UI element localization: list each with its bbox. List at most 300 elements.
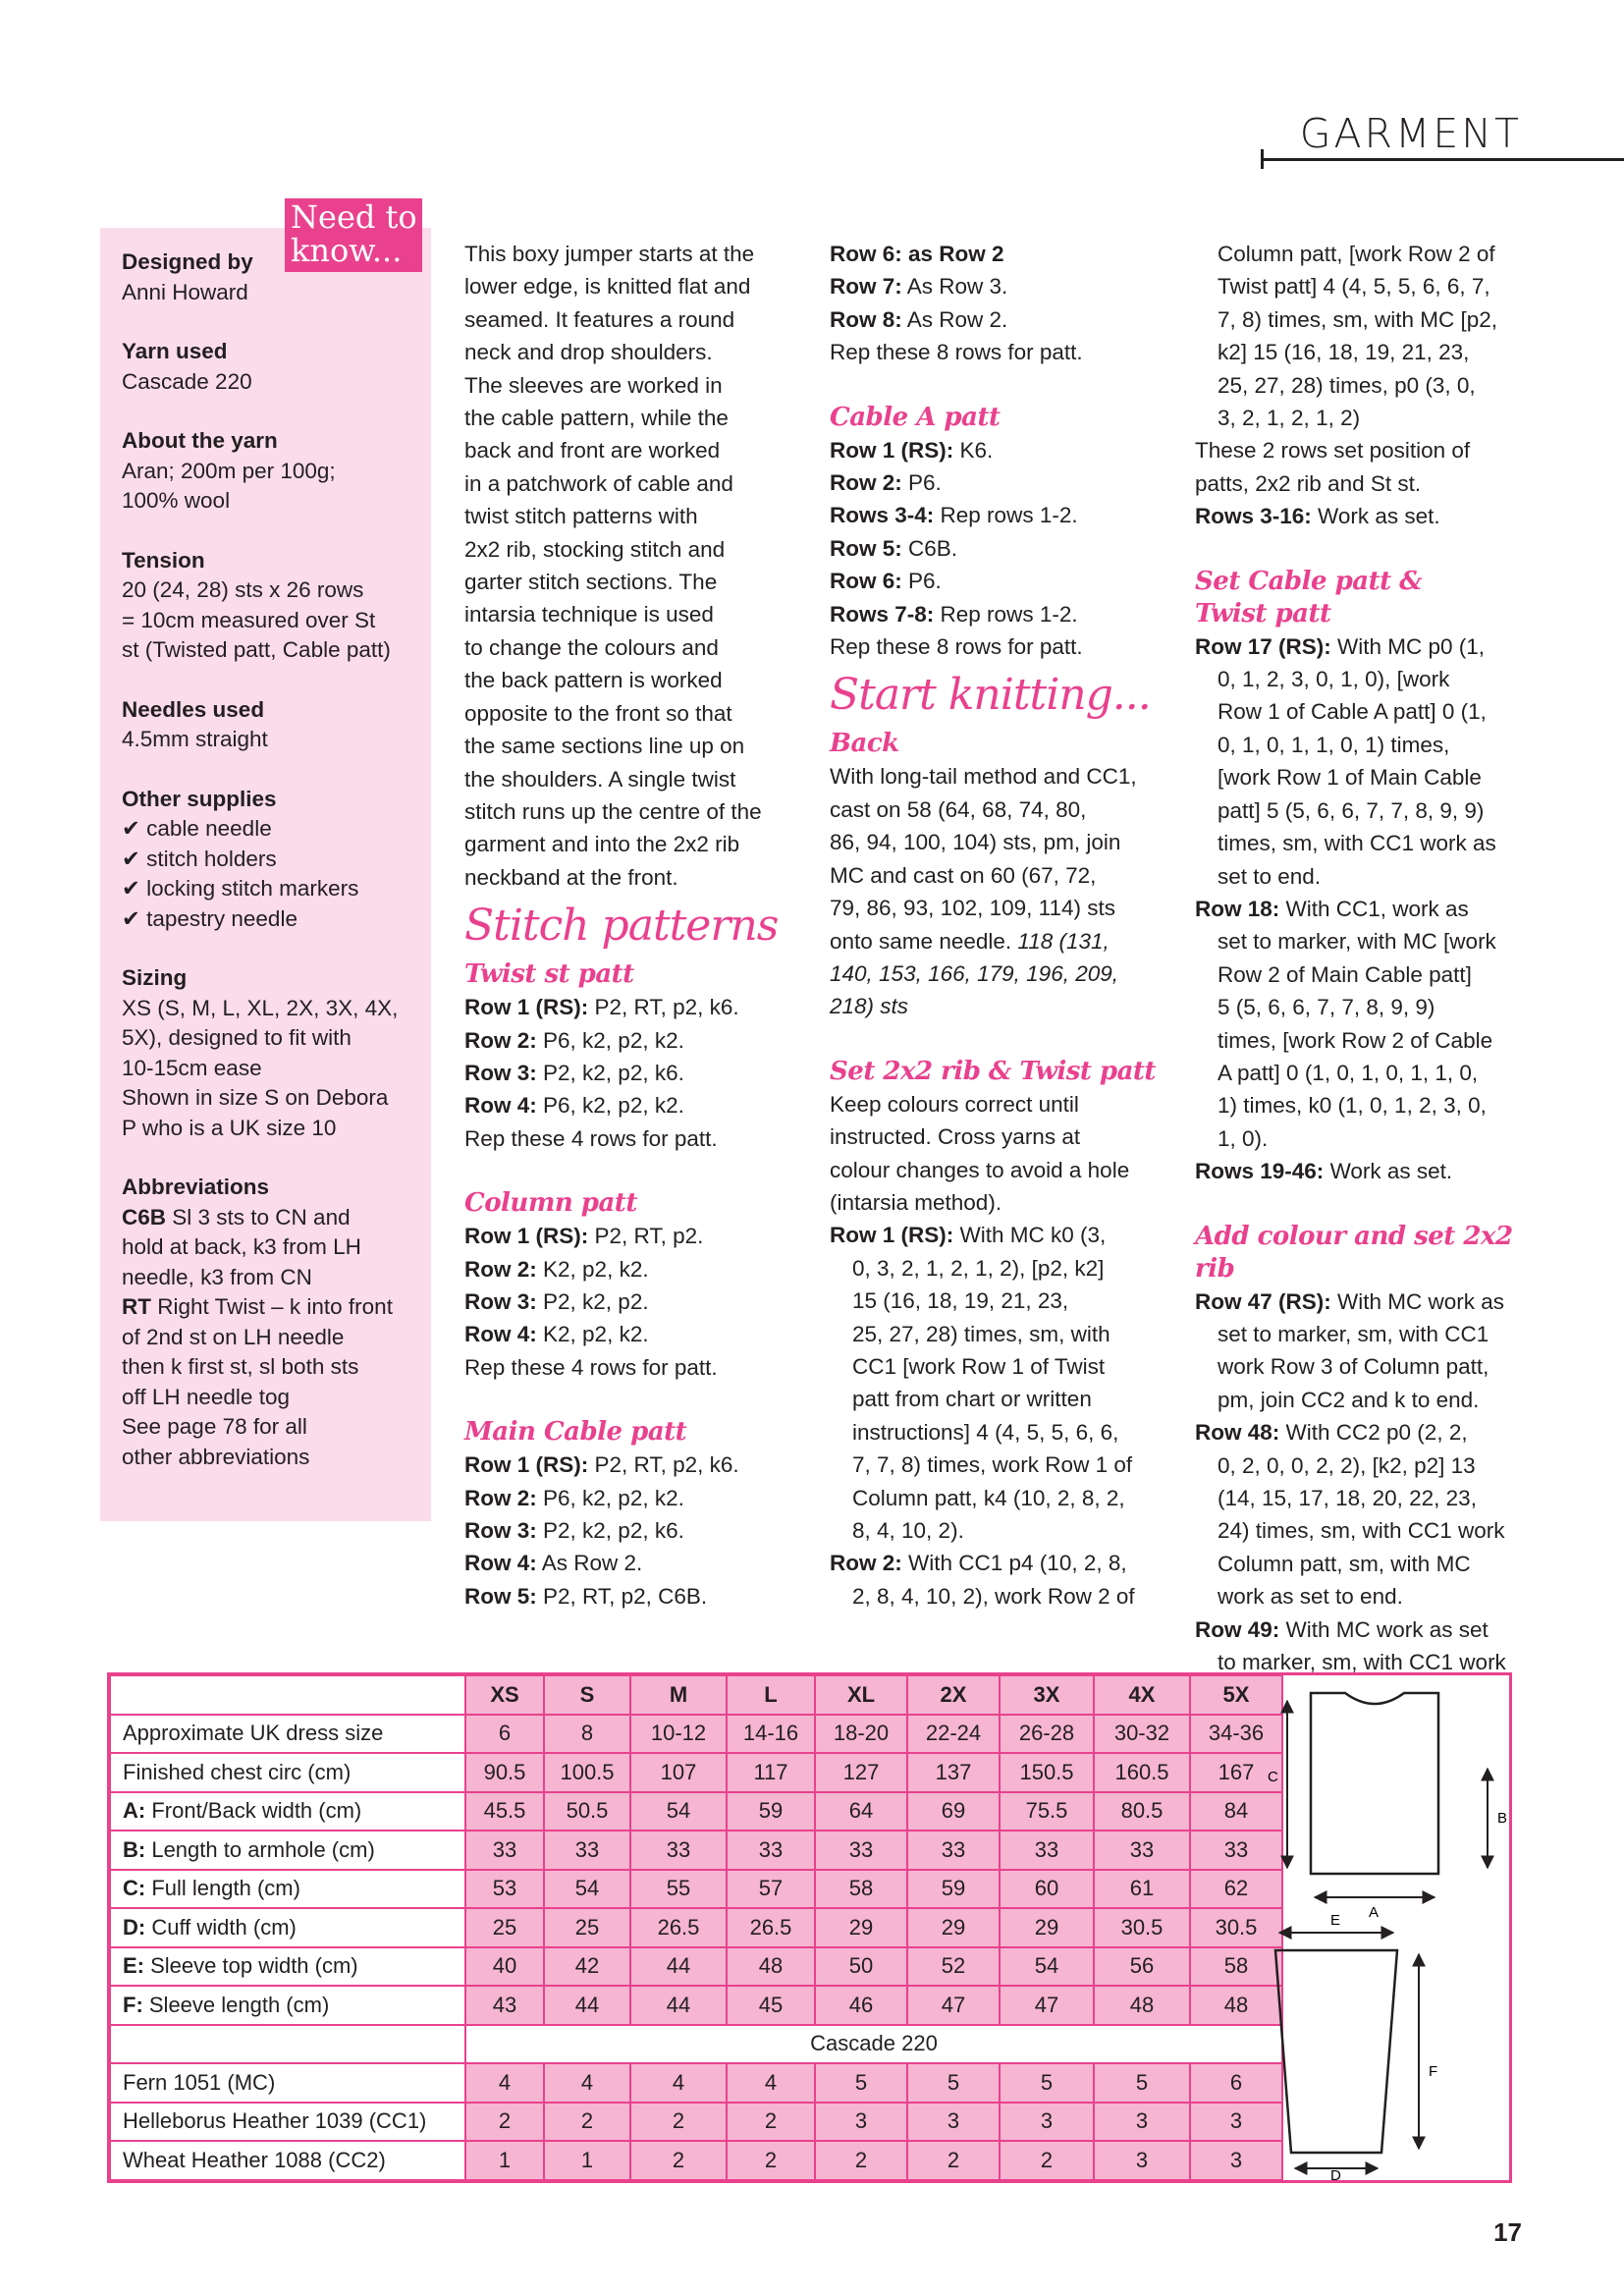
row-17-instruction xyxy=(1195,630,1534,893)
measurement-value: 48 xyxy=(1190,1986,1282,2025)
instruction-line: 1) times, k0 (1, 0, 1, 2, 3, 0, xyxy=(1218,1093,1487,1119)
yarn-skein-count: 2 xyxy=(727,2141,815,2180)
row-label: Row 2: xyxy=(464,1256,537,1282)
needles-value: 4.5mm straight xyxy=(122,727,268,751)
pattern-row xyxy=(464,1449,798,1481)
instruction-line: 25, 27, 28) times, sm, with xyxy=(852,1321,1110,1346)
back-line: 79, 86, 93, 102, 109, 114) sts xyxy=(830,896,1116,921)
supplies-block xyxy=(122,785,426,935)
abbr-line: of 2nd st on LH needle xyxy=(122,1324,345,1349)
row-label: Row 1 (RS): xyxy=(464,995,589,1020)
measurement-value: 64 xyxy=(815,1792,907,1831)
row-label: Row 3: xyxy=(464,1060,537,1085)
abbr-line: hold at back, k3 from LH xyxy=(122,1234,361,1259)
yarn-skein-count: 5 xyxy=(1094,2063,1190,2103)
cable-a-rows xyxy=(830,434,1164,630)
column-cable-back xyxy=(830,238,1164,1613)
column-patt-repeat: Rep these 4 rows for patt. xyxy=(464,1354,718,1380)
measurement-value: 40 xyxy=(465,1947,544,1987)
measurement-value: 43 xyxy=(465,1986,544,2025)
instruction-line: times, sm, with CC1 work as xyxy=(1218,831,1496,856)
supply-item: ✔ locking stitch markers xyxy=(122,876,359,901)
size-header-cell: S xyxy=(544,1675,630,1715)
size-header-row xyxy=(110,1675,1282,1715)
instruction-line: patt from chart or written xyxy=(852,1387,1092,1412)
measurement-row xyxy=(110,1831,1282,1870)
instruction-line: (14, 15, 17, 18, 20, 22, 23, xyxy=(1218,1486,1477,1510)
measurement-value: 26.5 xyxy=(630,1908,727,1947)
row-text: Rep rows 1-2. xyxy=(934,503,1078,528)
row-label: Rows 3-16: xyxy=(1195,504,1312,529)
pattern-row xyxy=(830,434,1164,466)
row-label: Row 4: xyxy=(464,1093,537,1119)
yarn-skein-count: 2 xyxy=(727,2103,815,2142)
section-title: GARMENT xyxy=(1299,110,1522,157)
measurement-value: 59 xyxy=(727,1792,815,1831)
about-yarn-block xyxy=(122,426,426,517)
instruction-line xyxy=(1195,630,1534,663)
measurement-value: 33 xyxy=(630,1831,727,1870)
measurement-code: E: xyxy=(123,1953,144,1979)
measurement-row xyxy=(110,1870,1282,1909)
rib-line: (intarsia method). xyxy=(830,1189,1002,1215)
measurement-label xyxy=(110,1947,465,1987)
back-line: MC and cast on 60 (67, 72, xyxy=(830,862,1097,888)
yarn-skein-count: 4 xyxy=(544,2063,630,2103)
yarn-colour-label: Wheat Heather 1088 (CC2) xyxy=(110,2141,465,2180)
measurement-value: 90.5 xyxy=(465,1753,544,1792)
measurement-value: 57 xyxy=(727,1870,815,1909)
garment-schematic xyxy=(1252,1675,1509,2182)
set-note: patts, 2x2 rib and St st. xyxy=(1195,470,1422,496)
abbr-line: other abbreviations xyxy=(122,1444,310,1469)
row-label: Row 2: xyxy=(464,1027,537,1053)
row-label: Row 17 (RS): xyxy=(1195,633,1331,659)
needles-block xyxy=(122,695,426,755)
measurement-value: 44 xyxy=(544,1986,630,2025)
row-2-continuation xyxy=(1195,238,1534,434)
yarn-row xyxy=(110,2063,1282,2103)
pattern-row xyxy=(830,532,1164,565)
instruction-line: set to end. xyxy=(1218,863,1322,889)
pattern-row xyxy=(464,1580,798,1613)
measurement-label xyxy=(110,1870,465,1909)
measurement-row xyxy=(110,1947,1282,1987)
measurement-value: 61 xyxy=(1094,1870,1190,1909)
measurement-code: A: xyxy=(123,1798,146,1824)
row-text: Rep rows 1-2. xyxy=(934,601,1078,627)
measurement-value: 47 xyxy=(907,1986,1000,2025)
instruction-line: work as set to end. xyxy=(1218,1584,1403,1610)
measurement-value: 62 xyxy=(1190,1870,1282,1909)
intro-line: opposite to the front so that xyxy=(464,700,732,726)
pattern-row xyxy=(830,466,1164,499)
abbr-line: needle, k3 from CN xyxy=(122,1264,312,1289)
tension-line: 20 (24, 28) sts x 26 rows xyxy=(122,577,364,602)
instruction-line xyxy=(1195,1613,1534,1646)
abbreviations-block xyxy=(122,1173,426,1472)
measurement-label xyxy=(110,1792,465,1831)
label-f: F xyxy=(1429,2063,1438,2080)
row-text: K2, p2, k2. xyxy=(536,1322,649,1347)
measurement-label xyxy=(110,1986,465,2025)
intro-paragraph xyxy=(464,238,798,894)
yarn-skein-count: 5 xyxy=(1000,2063,1094,2103)
row-label: Row 4: xyxy=(464,1322,537,1347)
rib-line: colour changes to avoid a hole xyxy=(830,1157,1130,1182)
instruction-line: [work Row 1 of Main Cable xyxy=(1218,765,1482,791)
instruction-line: Row 1 of Cable A patt] 0 (1, xyxy=(1218,699,1487,725)
measurement-name: Approximate UK dress size xyxy=(123,1721,384,1746)
row-text: With CC1, work as xyxy=(1279,896,1469,921)
back-line xyxy=(830,925,1164,957)
rib-line: instructed. Cross yarns at xyxy=(830,1124,1081,1150)
tension-block xyxy=(122,546,426,666)
row-text: Work as set. xyxy=(1324,1159,1453,1184)
measurement-value: 30-32 xyxy=(1094,1715,1190,1754)
row-label: Row 4: xyxy=(464,1551,537,1576)
measurement-value: 44 xyxy=(630,1986,727,2025)
row-label: Row 5: xyxy=(830,535,902,561)
abbr-text: Sl 3 sts to CN and xyxy=(166,1204,351,1230)
pattern-row xyxy=(464,1253,798,1285)
instruction-line: instructions] 4 (4, 5, 5, 6, 6, xyxy=(852,1419,1119,1445)
about-yarn-line: 100% wool xyxy=(122,488,231,513)
intro-line: neckband at the front. xyxy=(464,864,678,890)
measurement-value: 58 xyxy=(815,1870,907,1909)
yarn-skein-count: 3 xyxy=(1190,2103,1282,2142)
measurement-value: 42 xyxy=(544,1947,630,1987)
yarn-colour-label: Helleborus Heather 1039 (CC1) xyxy=(110,2103,465,2142)
instruction-line: 1, 0). xyxy=(1218,1125,1269,1151)
measurement-value: 45 xyxy=(727,1986,815,2025)
header-corner xyxy=(110,1675,465,1715)
yarn-row xyxy=(110,2141,1282,2180)
need-to-know-tag: Need to know... xyxy=(285,198,422,272)
yarn-skein-count: 2 xyxy=(1000,2141,1094,2180)
stitch-count: 140, 153, 166, 179, 196, 209, xyxy=(830,960,1119,986)
intro-line: the cable pattern, while the xyxy=(464,406,729,431)
start-knitting-heading: Start knitting... xyxy=(830,670,1151,721)
tension-label: Tension xyxy=(122,547,205,573)
pattern-row xyxy=(830,238,1164,270)
sizing-line: P who is a UK size 10 xyxy=(122,1115,337,1140)
pattern-row xyxy=(464,1089,798,1121)
pattern-row xyxy=(830,565,1164,597)
row-label: Row 6: as Row 2 xyxy=(830,242,1004,266)
instruction-line: to marker, sm, with CC1 work xyxy=(1218,1650,1506,1675)
yarn-skein-count: 5 xyxy=(815,2063,907,2103)
measurement-value: 100.5 xyxy=(544,1753,630,1792)
instruction-line xyxy=(1195,893,1534,925)
yarn-name: Cascade 220 xyxy=(122,368,252,394)
row-text: P6, k2, p2, k2. xyxy=(536,1093,684,1119)
instruction-line: k2] 15 (16, 18, 19, 21, 23, xyxy=(1218,340,1470,365)
spacer xyxy=(1195,533,1534,566)
yarn-skein-count: 4 xyxy=(727,2063,815,2103)
row-text: P2, k2, p2, k6. xyxy=(536,1518,684,1543)
size-header-cell: XS xyxy=(465,1675,544,1715)
intro-line: seamed. It features a round xyxy=(464,306,735,332)
measurement-value: 59 xyxy=(907,1870,1000,1909)
measurement-value: 29 xyxy=(815,1908,907,1947)
rows-19-46 xyxy=(1195,1155,1534,1187)
twist-patt-repeat: Rep these 4 rows for patt. xyxy=(464,1125,718,1151)
measurement-value: 29 xyxy=(1000,1908,1094,1947)
instruction-line: work Row 3 of Column patt, xyxy=(1218,1354,1489,1380)
back-line: With long-tail method and CC1, xyxy=(830,764,1137,790)
measurement-value: 167 xyxy=(1190,1753,1282,1792)
measurement-value: 18-20 xyxy=(815,1715,907,1754)
size-header-cell: L xyxy=(727,1675,815,1715)
intro-line: back and front are worked xyxy=(464,438,721,464)
yarn-skein-count: 3 xyxy=(1094,2141,1190,2180)
row-label: Row 3: xyxy=(464,1288,537,1314)
spacer xyxy=(464,1155,798,1187)
row-text: With MC p0 (1, xyxy=(1330,633,1486,659)
abbr-line: then k first st, sl both sts xyxy=(122,1354,359,1379)
back-lines xyxy=(830,760,1164,924)
row-text: P2, k2, p2. xyxy=(536,1288,649,1314)
row-text: P6, k2, p2, k2. xyxy=(536,1485,684,1510)
row-18-instruction xyxy=(1195,893,1534,1155)
row-text: As Row 2. xyxy=(536,1551,643,1576)
measurement-value: 160.5 xyxy=(1094,1753,1190,1792)
row-text: With MC k0 (3, xyxy=(953,1223,1107,1248)
label-b: B xyxy=(1497,1810,1508,1827)
measurement-value: 107 xyxy=(630,1753,727,1792)
header-rule xyxy=(1261,158,1624,161)
row-label: Row 6: xyxy=(830,569,902,594)
measurement-name: Cuff width (cm) xyxy=(145,1914,297,1940)
row-text: With CC2 p0 (2, 2, xyxy=(1279,1420,1468,1446)
row-text: K2, p2, k2. xyxy=(536,1256,649,1282)
yarn-skein-count: 5 xyxy=(907,2063,1000,2103)
row-text: With MC work as set xyxy=(1279,1616,1489,1642)
size-table-body xyxy=(110,1675,1282,2180)
intro-line: lower edge, is knitted flat and xyxy=(464,274,751,300)
instruction-line: 5 (5, 6, 6, 7, 7, 8, 9, 9) xyxy=(1218,995,1435,1020)
back-heading: Back xyxy=(830,729,899,759)
pattern-row xyxy=(830,270,1164,302)
yarn-skein-count: 4 xyxy=(465,2063,544,2103)
measurement-value: 14-16 xyxy=(727,1715,815,1754)
measurement-value: 33 xyxy=(815,1831,907,1870)
row-label: Row 18: xyxy=(1195,896,1280,921)
measurement-value: 33 xyxy=(465,1831,544,1870)
intro-line: in a patchwork of cable and xyxy=(464,470,733,496)
column-intro xyxy=(464,238,798,1613)
row-text: K6. xyxy=(953,437,994,463)
page-number: 17 xyxy=(1493,2217,1522,2247)
instruction-line: patt] 5 (5, 6, 6, 7, 7, 8, 9, 9) xyxy=(1218,797,1485,823)
instruction-line: Twist patt] 4 (4, 5, 5, 6, 6, 7, xyxy=(1218,274,1490,300)
instruction-line: set to marker, sm, with CC1 xyxy=(1218,1321,1489,1346)
row-text: P2, RT, p2. xyxy=(588,1224,704,1249)
yarn-skein-count: 2 xyxy=(630,2141,727,2180)
measurement-row xyxy=(110,1753,1282,1792)
abbr-line xyxy=(122,1203,426,1233)
measurement-name: Full length (cm) xyxy=(145,1876,300,1901)
measurement-value: 25 xyxy=(465,1908,544,1947)
row-text: P2, RT, p2, C6B. xyxy=(536,1583,708,1609)
measurement-value: 84 xyxy=(1190,1792,1282,1831)
row-label: Row 2: xyxy=(830,1551,902,1576)
row-text: Work as set. xyxy=(1311,504,1440,529)
measurement-value: 54 xyxy=(1000,1947,1094,1987)
row-label: Row 2: xyxy=(464,1485,537,1510)
about-yarn-label: About the yarn xyxy=(122,428,278,453)
row-text: As Row 2. xyxy=(901,306,1008,332)
back-line: cast on 58 (64, 68, 74, 80, xyxy=(830,796,1087,822)
main-cable-rows xyxy=(464,1449,798,1613)
yarn-skein-count: 3 xyxy=(907,2103,1000,2142)
instruction-line: 8, 4, 10, 2). xyxy=(852,1518,964,1543)
pattern-row xyxy=(464,991,798,1023)
measurement-name: Length to armhole (cm) xyxy=(145,1836,375,1862)
sizing-label: Sizing xyxy=(122,965,188,990)
measurement-value: 47 xyxy=(1000,1986,1094,2025)
intro-line: 2x2 rib, stocking stitch and xyxy=(464,536,726,562)
measurement-value: 150.5 xyxy=(1000,1753,1094,1792)
instruction-line: 0, 1, 2, 3, 0, 1, 0), [work xyxy=(1218,667,1450,692)
measurement-value: 117 xyxy=(727,1753,815,1792)
measurement-value: 60 xyxy=(1000,1870,1094,1909)
row-label: Row 1 (RS): xyxy=(464,1452,589,1478)
measurement-value: 58 xyxy=(1190,1947,1282,1987)
row-label: Row 1 (RS): xyxy=(464,1224,589,1249)
row-48-instruction xyxy=(1195,1416,1534,1613)
measurement-value: 26-28 xyxy=(1000,1715,1094,1754)
row-text: With MC work as xyxy=(1330,1288,1505,1314)
measurement-value: 33 xyxy=(727,1831,815,1870)
pattern-row xyxy=(830,598,1164,630)
set-cable-heading: Twist patt xyxy=(1195,598,1331,629)
tension-line: = 10cm measured over St xyxy=(122,607,376,632)
measurement-label xyxy=(110,1908,465,1947)
row-label: Row 47 (RS): xyxy=(1195,1288,1331,1314)
abbr-line: See page 78 for all xyxy=(122,1414,307,1439)
row-label: Row 1 (RS): xyxy=(830,1223,954,1248)
instruction-line: pm, join CC2 and k to end. xyxy=(1218,1387,1480,1412)
main-cable-rows-cont xyxy=(830,238,1164,336)
abbr-line: off LH needle tog xyxy=(122,1384,290,1409)
measurement-value: 52 xyxy=(907,1947,1000,1987)
measurement-value: 45.5 xyxy=(465,1792,544,1831)
pattern-row xyxy=(464,1285,798,1318)
measurement-value: 33 xyxy=(1190,1831,1282,1870)
intro-line: the back pattern is worked xyxy=(464,668,723,693)
yarn-skein-count: 2 xyxy=(544,2103,630,2142)
intro-line: twist stitch patterns with xyxy=(464,504,698,529)
intro-line: to change the colours and xyxy=(464,634,719,660)
set-cable-heading: Set Cable patt & xyxy=(1195,566,1423,596)
about-yarn-line: Aran; 200m per 100g; xyxy=(122,458,336,483)
yarn-skein-count: 3 xyxy=(1190,2141,1282,2180)
row-label: Row 1 (RS): xyxy=(830,437,954,463)
measurement-value: 6 xyxy=(465,1715,544,1754)
sleeve-piece xyxy=(1275,1950,1397,2153)
sizing-line: 5X), designed to fit with xyxy=(122,1025,352,1050)
supply-item: ✔ cable needle xyxy=(122,816,272,841)
yarn-title-cell: Cascade 220 xyxy=(465,2025,1282,2064)
rib-twist-heading: Set 2x2 rib & Twist patt xyxy=(830,1056,1156,1086)
spacer xyxy=(464,1384,798,1416)
twist-patt-rows xyxy=(464,991,798,1122)
needles-label: Needles used xyxy=(122,696,265,722)
measurement-name: Sleeve length (cm) xyxy=(142,1992,330,2017)
label-e: E xyxy=(1330,1912,1341,1929)
need-to-know-content xyxy=(122,247,426,1502)
pattern-row xyxy=(830,499,1164,531)
row-text: P2, RT, p2, k6. xyxy=(588,995,739,1020)
supplies-label: Other supplies xyxy=(122,786,277,811)
yarn-skein-count: 1 xyxy=(544,2141,630,2180)
size-table xyxy=(109,1674,1283,2181)
instruction-line xyxy=(1195,1416,1534,1449)
spacer xyxy=(830,369,1164,402)
yarn-colour-label: Fern 1051 (MC) xyxy=(110,2063,465,2103)
column-back-cont xyxy=(1195,238,1534,1678)
intro-line: garter stitch sections. The xyxy=(464,570,718,595)
measurement-code: B: xyxy=(123,1836,146,1862)
measurement-value: 33 xyxy=(907,1831,1000,1870)
spacer xyxy=(1195,1188,1534,1221)
row-label: Row 5: xyxy=(464,1583,537,1609)
intro-line: the shoulders. A single twist xyxy=(464,766,736,792)
intro-line: The sleeves are worked in xyxy=(464,372,723,398)
main-cable-repeat: Rep these 8 rows for patt. xyxy=(830,340,1083,365)
size-header-cell: M xyxy=(630,1675,727,1715)
row-label: Rows 19-46: xyxy=(1195,1159,1325,1184)
measurement-value: 26.5 xyxy=(727,1908,815,1947)
supply-item: ✔ stitch holders xyxy=(122,846,277,871)
instruction-line xyxy=(830,1547,1164,1579)
intro-line: neck and drop shoulders. xyxy=(464,340,713,365)
stitch-patterns-heading: Stitch patterns xyxy=(464,901,779,952)
yarn-skein-count: 2 xyxy=(465,2103,544,2142)
measurement-row xyxy=(110,1908,1282,1947)
supply-item: ✔ tapestry needle xyxy=(122,905,298,931)
pattern-row xyxy=(464,1547,798,1579)
row-text: C6B. xyxy=(901,535,958,561)
yarn-skein-count: 1 xyxy=(465,2141,544,2180)
yarn-title-row xyxy=(110,2025,1282,2064)
main-cable-heading: Main Cable patt xyxy=(464,1417,687,1448)
measurement-value: 25 xyxy=(544,1908,630,1947)
label-d: D xyxy=(1330,2167,1341,2182)
row-text: P2, k2, p2, k6. xyxy=(536,1060,684,1085)
measurement-label xyxy=(110,1753,465,1792)
measurement-value: 56 xyxy=(1094,1947,1190,1987)
abbr-text: Right Twist – k into front xyxy=(151,1294,393,1319)
measurement-value: 48 xyxy=(727,1947,815,1987)
yarn-skein-count: 2 xyxy=(630,2103,727,2142)
intro-line: stitch runs up the centre of the xyxy=(464,798,762,824)
instruction-line: set to marker, with MC [work xyxy=(1218,929,1496,955)
sizing-line: XS (S, M, L, XL, 2X, 3X, 4X, xyxy=(122,995,399,1020)
cable-a-repeat: Rep these 8 rows for patt. xyxy=(830,634,1083,660)
measurement-value: 33 xyxy=(1000,1831,1094,1870)
size-header-cell: 2X xyxy=(907,1675,1000,1715)
size-header-cell: XL xyxy=(815,1675,907,1715)
pattern-row xyxy=(464,1482,798,1514)
pattern-row xyxy=(464,1318,798,1350)
measurement-name: Finished chest circ (cm) xyxy=(123,1759,352,1784)
instruction-line: Column patt, k4 (10, 2, 8, 2, xyxy=(852,1485,1125,1510)
pattern-row xyxy=(464,1024,798,1057)
measurement-value: 22-24 xyxy=(907,1715,1000,1754)
